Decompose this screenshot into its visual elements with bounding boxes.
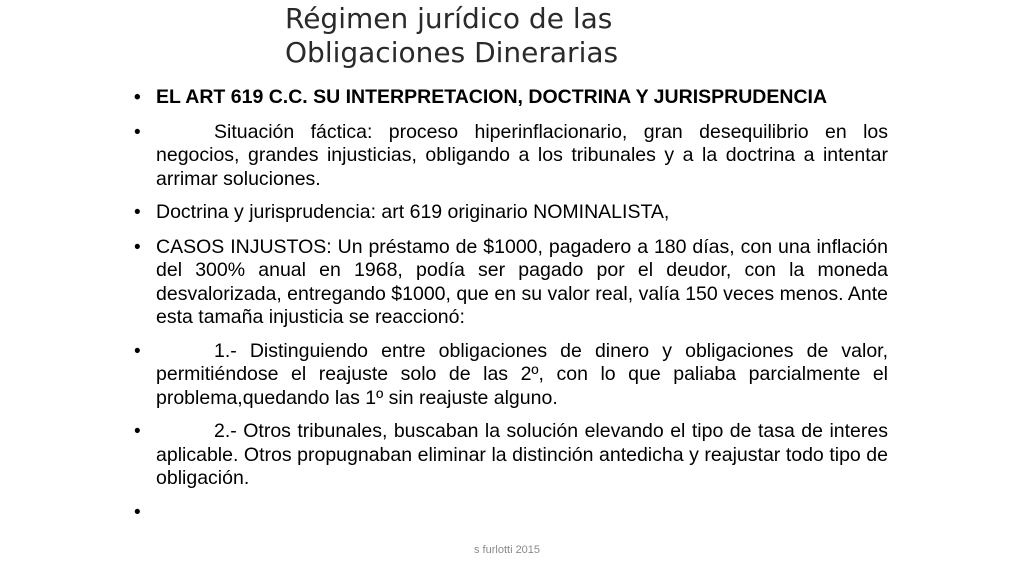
bullet-item: [128, 236, 888, 330]
bullet-text: Doctrina y jurisprudencia: art 619 originario NOMINALISTA,: [156, 201, 670, 223]
bullet-text: EL ART 619 C.C. SU INTERPRETACION, DOCTRINA Y JURISPRUDENCIA: [156, 86, 828, 108]
bullet-text: 2.- Otros tribunales, buscaban la solución elevando el tipo de tasa de interes aplicable. Otros propugnaban eliminar la distinción antedicha y reajustar todo tipo de obligación.: [156, 420, 888, 489]
bullet-dot-icon: •: [134, 236, 141, 258]
bullet-dot-icon: •: [134, 501, 141, 523]
bullet-item: [128, 121, 888, 192]
bullet-dot-icon: •: [134, 421, 141, 442]
bullet-dot-icon: •: [134, 87, 141, 108]
bullet-text: Situación fáctica: proceso hiperinflacionario, gran desequilibrio en los negocios, grandes injusticias, obligando a los tribunales y a la doctrina a intentar arrimar soluciones.: [156, 120, 888, 190]
bullet-text: 1.- Distinguiendo entre obligaciones de dinero y obligaciones de valor, permitiéndose el reajuste solo de las 2º, con lo que paliaba parcialmente el problema,quedando las 1º sin reajuste alguno.: [156, 339, 888, 409]
bullet-text: CASOS INJUSTOS: Un préstamo de $1000, pagadero a 180 días, con una inflación del 300% anual en 1968, podía ser pagado por el deudor, con la moneda desvalorizada, entregando $1000, que en su valor real, valía 150 veces menos. Ante esta tamaña injusticia se reaccionó:: [156, 235, 888, 328]
slide-footer: s furlotti 2015: [474, 544, 541, 556]
bullet-dot-icon: •: [134, 202, 141, 223]
bullet-item: [128, 340, 888, 411]
bullet-dot-icon: •: [134, 340, 141, 362]
bullet-item: [128, 201, 888, 225]
bullet-item: [128, 86, 888, 110]
slide-title-line-1: Régimen jurídico de las: [285, 2, 613, 35]
bullet-item: [128, 420, 888, 491]
bullet-list: [128, 86, 888, 523]
bullet-dot-icon: •: [134, 121, 141, 143]
slide-title-line-2: Obligaciones Dinerarias: [285, 36, 619, 69]
slide-title: [285, 2, 805, 70]
